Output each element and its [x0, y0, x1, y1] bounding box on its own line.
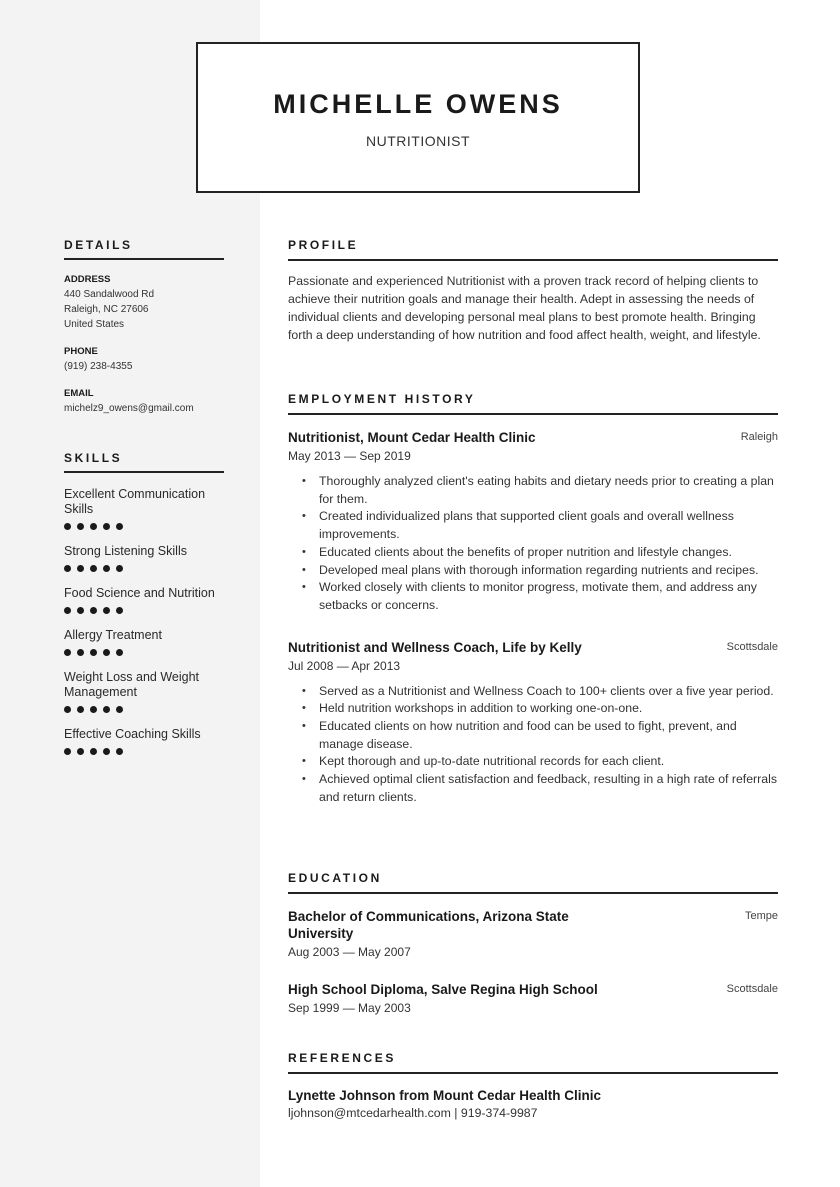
job-bullet: • Held nutrition workshops in addition to working one-on-one. [288, 700, 778, 718]
rating-dot [116, 649, 123, 656]
job-bullet: • Thoroughly analyzed client's eating habits and dietary needs prior to creating a plan for them. [288, 473, 778, 508]
rating-dot [64, 607, 71, 614]
job-bullet: • Served as a Nutritionist and Wellness Coach to 100+ clients over a five year period. [288, 683, 778, 701]
skills-heading: SKILLS [64, 451, 224, 473]
rating-dot [77, 607, 84, 614]
rating-dot [103, 748, 110, 755]
education-location: Tempe [744, 910, 778, 922]
job-bullet: • Developed meal plans with thorough information regarding nutrients and recipes. [288, 562, 778, 580]
rating-dot [103, 649, 110, 656]
rating-dot [90, 706, 97, 713]
profile-heading: PROFILE [288, 238, 778, 261]
skill-item [64, 628, 224, 657]
skill-item [64, 544, 224, 573]
job-bullet: • Educated clients about the benefits of proper nutrition and lifestyle changes. [288, 544, 778, 562]
skill-name: Food Science and Nutrition [64, 586, 215, 600]
address-line: Raleigh, NC 27606 [64, 304, 149, 315]
rating-dot [103, 706, 110, 713]
skill-item [64, 670, 224, 714]
job-entry [288, 429, 778, 615]
employment-section [288, 392, 778, 807]
details-heading: DETAILS [64, 238, 224, 260]
rating-dot [77, 523, 84, 530]
candidate-name: MICHELLE OWENS [273, 89, 563, 119]
rating-dot [116, 607, 123, 614]
skill-name: Weight Loss and Weight Management [64, 670, 200, 699]
profile-text: Passionate and experienced Nutritionist with a proven track record of helping clients to achieve their nutrition goals and manage their health. Adept in assessing the needs of individual clients and developing personal meal plans to best promote health. Bringing forth a deep understanding of how nutrition and food affect health, weight, and lifestyle. [288, 274, 761, 342]
rating-dot [77, 706, 84, 713]
job-location: Raleigh [740, 431, 778, 443]
skill-item [64, 487, 224, 531]
rating-dot [116, 748, 123, 755]
education-entry [288, 908, 778, 959]
rating-dot [77, 565, 84, 572]
skill-name: Allergy Treatment [64, 628, 162, 642]
skill-rating [64, 607, 224, 615]
job-bullet: • Created individualized plans that supported client goals and overall wellness improvements. [288, 508, 778, 543]
job-bullet: • Educated clients on how nutrition and food can be used to fight, prevent, and manage disease. [288, 718, 778, 753]
references-section [288, 1051, 778, 1120]
references-heading: REFERENCES [288, 1051, 778, 1074]
education-title: High School Diploma, Salve Regina High School [288, 982, 598, 997]
skill-item [64, 727, 224, 756]
rating-dot [64, 649, 71, 656]
skills-list [64, 487, 224, 756]
skill-name: Strong Listening Skills [64, 544, 187, 558]
skill-rating [64, 649, 224, 657]
skill-rating [64, 748, 224, 756]
rating-dot [103, 523, 110, 530]
reference-name: Lynette Johnson from Mount Cedar Health Clinic [288, 1088, 602, 1103]
skill-rating [64, 523, 224, 531]
skill-rating [64, 565, 224, 573]
education-dates: Aug 2003 — May 2007 [288, 945, 411, 959]
employment-heading: EMPLOYMENT HISTORY [288, 392, 778, 415]
address-line: United States [64, 319, 125, 330]
rating-dot [64, 706, 71, 713]
skill-name: Effective Coaching Skills [64, 727, 201, 741]
email-label: EMAIL [64, 388, 94, 399]
education-entry [288, 981, 778, 1015]
job-bullet: • Achieved optimal client satisfaction and feedback, resulting in a high rate of referrals and return clients. [288, 771, 778, 806]
details-section [64, 238, 224, 416]
rating-dot [116, 565, 123, 572]
job-dates: Jul 2008 — Apr 2013 [288, 658, 401, 673]
job-bullets [288, 473, 778, 615]
phone-value: (919) 238-4355 [64, 361, 133, 372]
phone-label: PHONE [64, 346, 98, 357]
skill-rating [64, 706, 224, 714]
rating-dot [116, 706, 123, 713]
address-line: 440 Sandalwood Rd [64, 289, 155, 300]
education-location: Scottsdale [726, 983, 778, 995]
job-title: Nutritionist and Wellness Coach, Life by Kelly [288, 639, 582, 655]
profile-section [288, 238, 778, 344]
rating-dot [116, 523, 123, 530]
rating-dot [90, 649, 97, 656]
reference-contact: ljohnson@mtcedarhealth.com | 919-374-9987 [288, 1106, 538, 1120]
email-value: michelz9_owens@gmail.com [64, 403, 194, 414]
rating-dot [90, 565, 97, 572]
address-label: ADDRESS [64, 274, 111, 285]
education-title: Bachelor of Communications, Arizona State University [288, 909, 569, 941]
rating-dot [103, 607, 110, 614]
candidate-title: NUTRITIONIST [366, 133, 470, 149]
rating-dot [90, 748, 97, 755]
education-heading: EDUCATION [288, 871, 778, 894]
job-location: Scottsdale [726, 640, 778, 653]
job-bullets [288, 683, 778, 807]
education-section [288, 871, 778, 1015]
skills-section [64, 451, 224, 756]
job-dates: May 2013 — Sep 2019 [288, 449, 411, 463]
job-bullet: • Worked closely with clients to monitor progress, motivate them, and address any setbacks or concerns. [288, 579, 778, 614]
skill-item [64, 586, 224, 615]
job-bullet: • Kept thorough and up-to-date nutritional records for each client. [288, 753, 778, 771]
name-header-box [196, 42, 640, 193]
education-dates: Sep 1999 — May 2003 [288, 1001, 411, 1015]
job-title: Nutritionist, Mount Cedar Health Clinic [288, 430, 536, 445]
rating-dot [90, 607, 97, 614]
rating-dot [64, 565, 71, 572]
rating-dot [64, 523, 71, 530]
skill-name: Excellent Communication Skills [64, 487, 206, 516]
rating-dot [103, 565, 110, 572]
rating-dot [90, 523, 97, 530]
rating-dot [77, 748, 84, 755]
job-entry [288, 639, 778, 807]
rating-dot [64, 748, 71, 755]
rating-dot [77, 649, 84, 656]
